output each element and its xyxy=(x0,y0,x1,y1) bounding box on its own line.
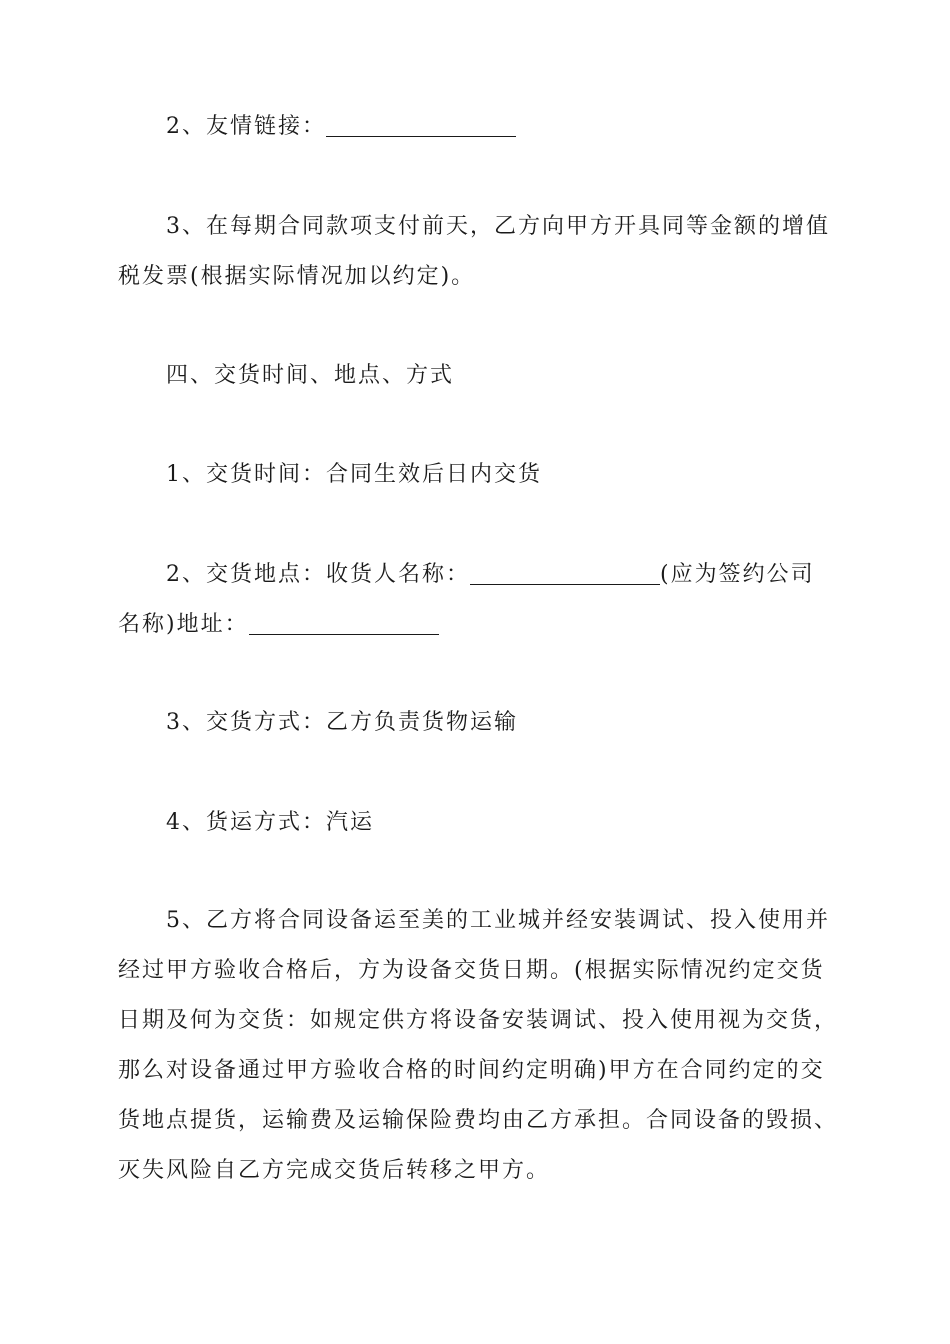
paragraph-freight-method: 4、货运方式：汽运 xyxy=(166,810,374,835)
section-heading-delivery: 四、交货时间、地点、方式 xyxy=(166,363,455,388)
delivery-place-note: (应为签约公司名称)地址： xyxy=(118,562,815,637)
consignee-name-blank xyxy=(470,562,660,585)
paragraph-invoice: 3、在每期合同款项支付前天，乙方向甲方开具同等金额的增值税发票(根据实际情况加以约定)。 xyxy=(118,214,830,289)
paragraph-delivery-method: 3、交货方式：乙方负责货物运输 xyxy=(166,710,518,735)
friend-link-label: 2、友情链接： xyxy=(166,114,326,139)
paragraph-friend-link xyxy=(118,102,838,152)
paragraph-delivery-place xyxy=(118,550,838,650)
delivery-place-label: 2、交货地点：收货人名称： xyxy=(166,562,470,587)
paragraph-delivery-time: 1、交货时间：合同生效后日内交货 xyxy=(166,462,542,487)
paragraph-delivery-terms: 5、乙方将合同设备运至美的工业城并经安装调试、投入使用并经过甲方验收合格后，方为设备交货日期。(根据实际情况约定交货日期及何为交货：如规定供方将设备安装调试、投入使用视为交货，那么对设备通过甲方验收合格的时间约定明确)甲方在合同约定的交货地点提货，运输费及运输保险费均由乙方承担。合同设备的毁损、灭失风险自乙方完成交货后转移之甲方。 xyxy=(118,908,839,1183)
address-blank xyxy=(249,612,439,635)
friend-link-blank xyxy=(326,114,516,137)
